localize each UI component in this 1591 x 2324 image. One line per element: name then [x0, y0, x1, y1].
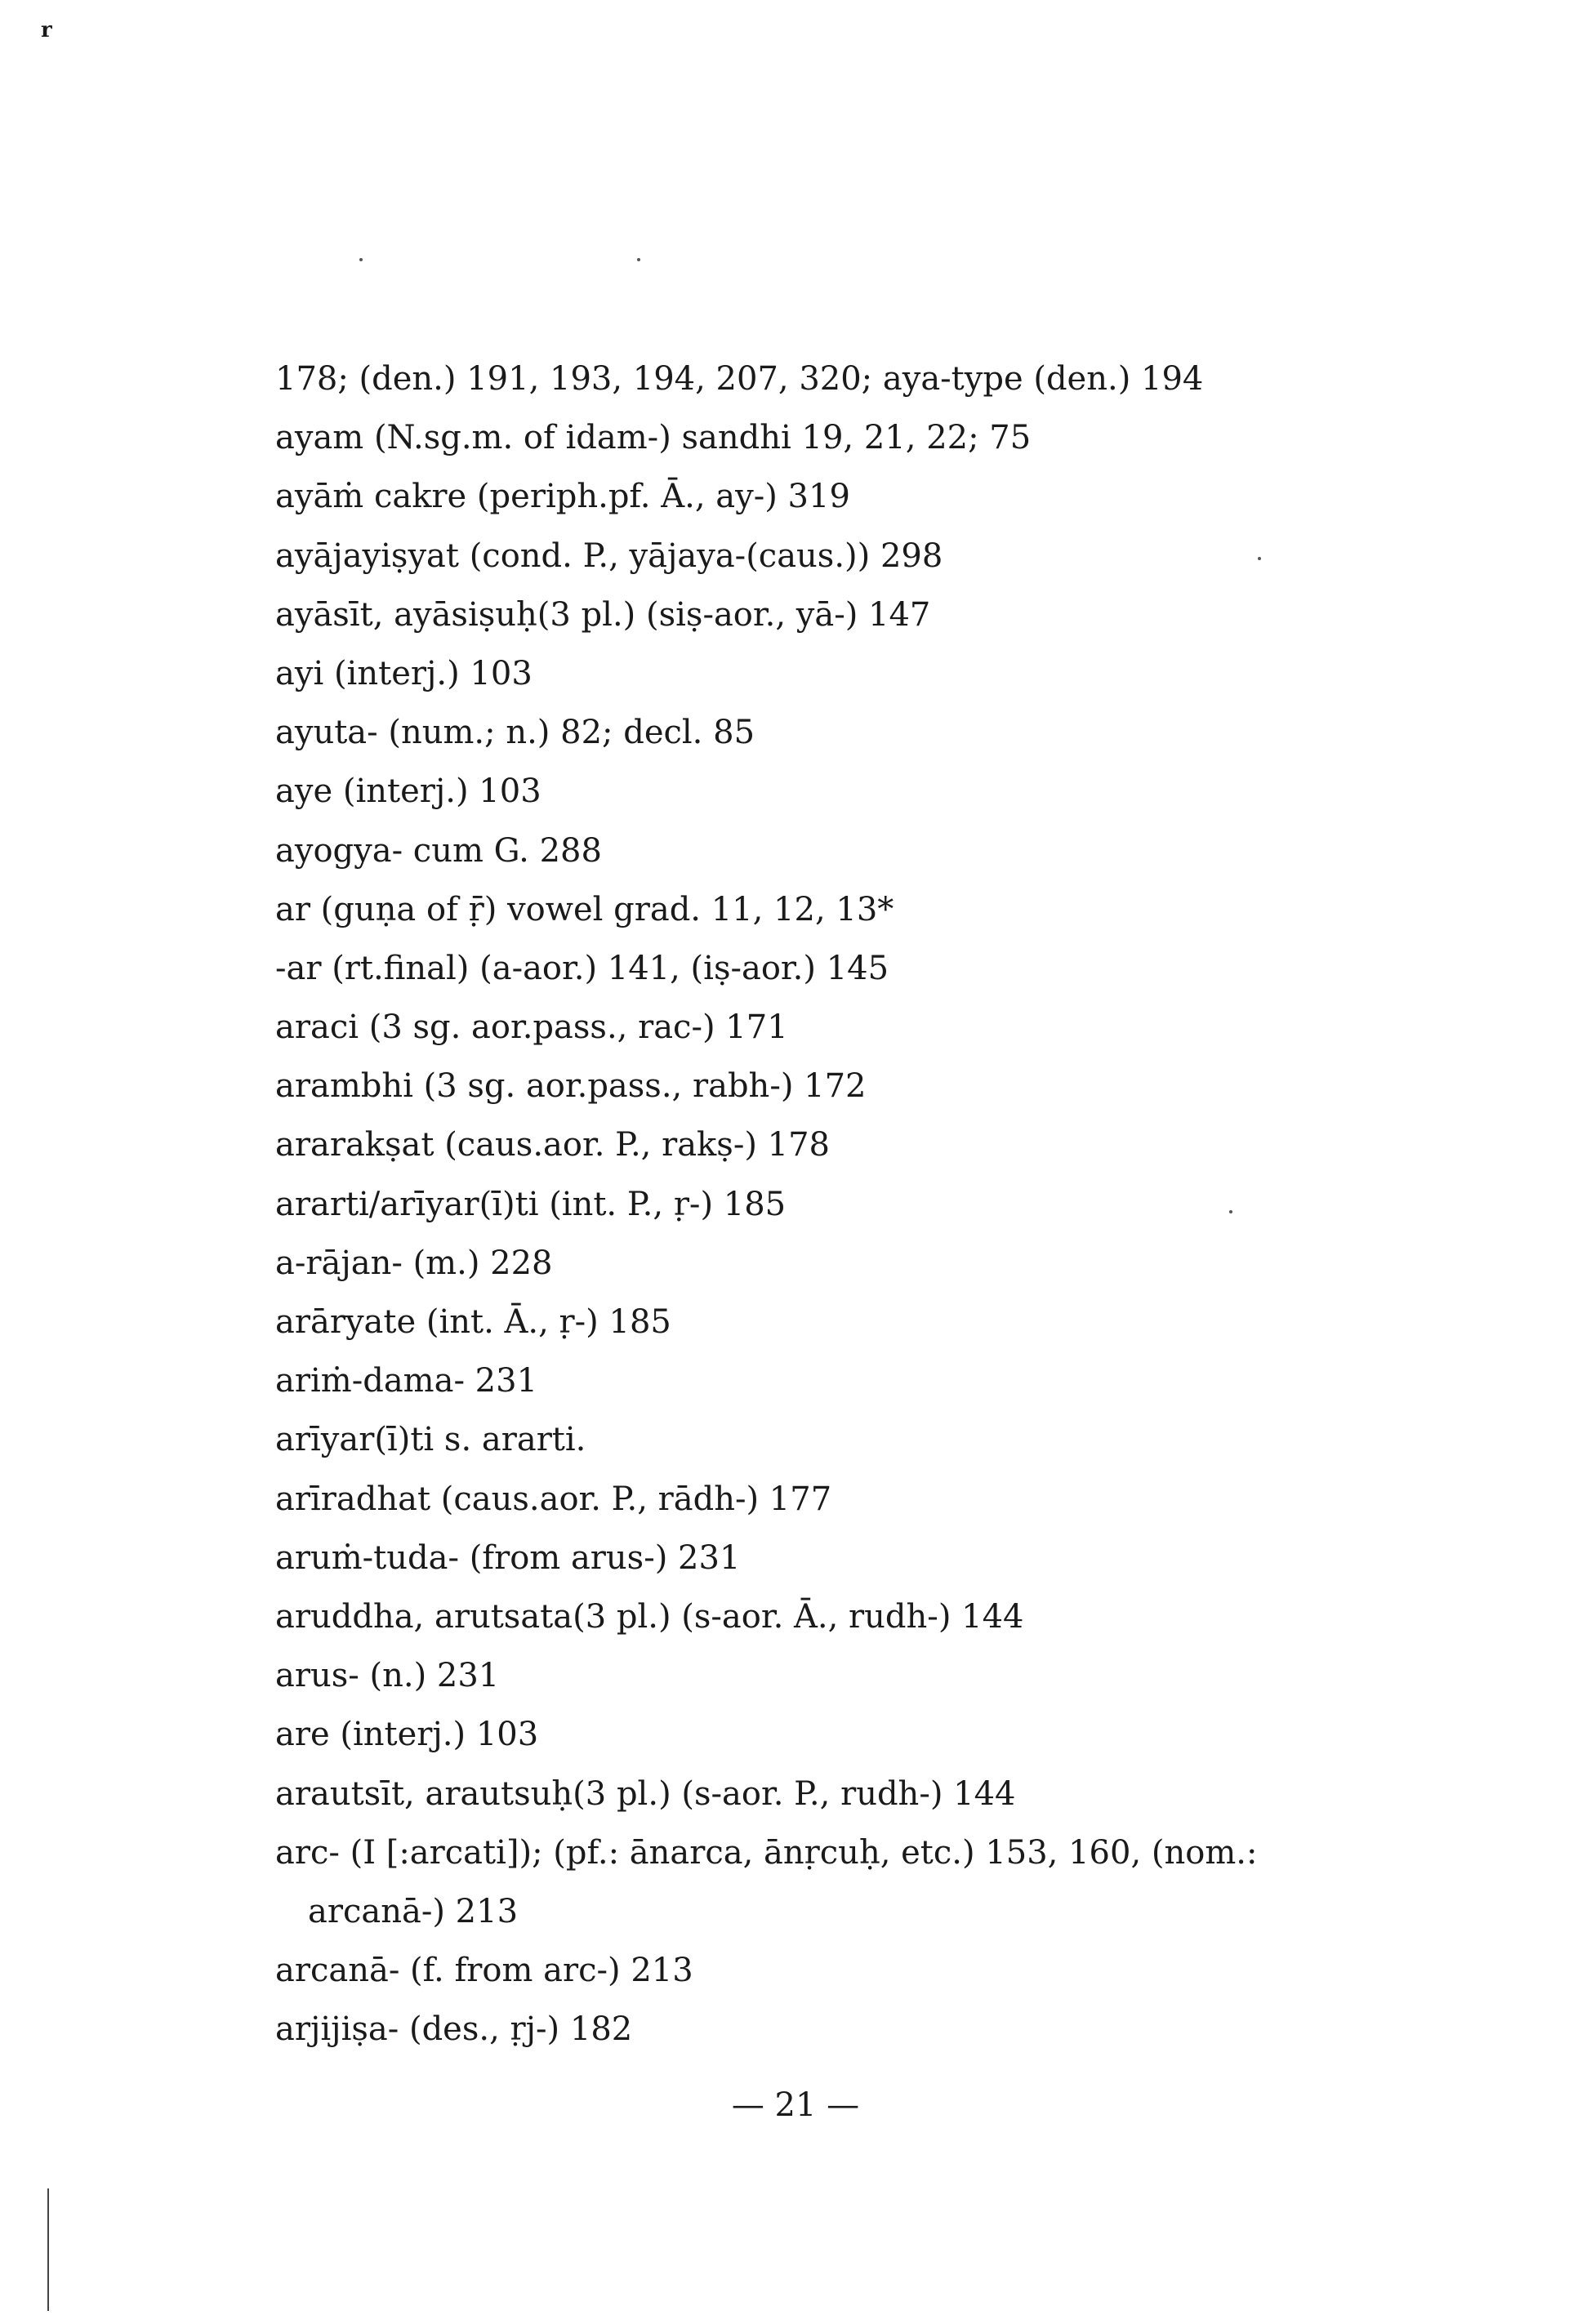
index-entry: arcanā- (f. from arc-) 213 [275, 1952, 693, 1990]
index-entries [275, 349, 1468, 2059]
index-entry: arāryate (int. Ā., ṛ-) 185 [275, 1303, 671, 1341]
scan-speck [359, 258, 363, 261]
index-entry: are (interj.) 103 [275, 1716, 539, 1754]
index-entry-continuation: arcanā-) 213 [308, 1892, 519, 1930]
index-entry: ar (guṇa of ṝ) vowel grad. 11, 12, 13* [275, 890, 894, 928]
scan-speck [637, 258, 640, 261]
index-entry: aruddha, arutsata(3 pl.) (s-aor. Ā., rudh-) 144 [275, 1597, 1024, 1636]
index-entry: ayogya- cum G. 288 [275, 831, 602, 870]
index-entry: ariṁ-dama- 231 [275, 1362, 538, 1400]
scan-margin-line [47, 2188, 49, 2311]
index-entry: ayam (N.sg.m. of idam-) sandhi 19, 21, 22; 75 [275, 419, 1032, 457]
corner-mark: r [41, 18, 52, 42]
index-entry: arc- (I [:arcati]); (pf.: ānarca, ānṛcuḥ, etc.) 153, 160, (nom.: [275, 1833, 1258, 1872]
index-entry: 178; (den.) 191, 193, 194, 207, 320; aya-type (den.) 194 [275, 360, 1204, 398]
index-entry: a-rājan- (m.) 228 [275, 1244, 553, 1282]
index-entry: ayāṁ cakre (periph.pf. Ā., ay-) 319 [275, 478, 850, 516]
index-entry: arīradhat (caus.aor. P., rādh-) 177 [275, 1480, 832, 1518]
index-entry: ayājayiṣyat (cond. P., yājaya-(caus.)) 298 [275, 536, 943, 575]
index-entry: arjijiṣa- (des., ṛj-) 182 [275, 2010, 633, 2049]
index-entry: arus- (n.) 231 [275, 1657, 500, 1695]
index-entry: -ar (rt.final) (a-aor.) 141, (iṣ-aor.) 145 [275, 949, 889, 987]
index-entry: aye (interj.) 103 [275, 772, 541, 811]
index-entry: ararakṣat (caus.aor. P., rakṣ-) 178 [275, 1126, 831, 1164]
scan-speck [1258, 557, 1261, 560]
index-entry: arīyar(ī)ti s. ararti. [275, 1421, 586, 1459]
scan-speck [1229, 1210, 1232, 1213]
index-entry: ayi (interj.) 103 [275, 654, 533, 692]
index-entry: ararti/arīyar(ī)ti (int. P., ṛ-) 185 [275, 1185, 787, 1223]
index-entry: ayuta- (num.; n.) 82; decl. 85 [275, 714, 755, 752]
index-entry: ayāsīt, ayāsiṣuḥ(3 pl.) (siṣ-aor., yā-) 147 [275, 595, 931, 634]
index-entry: arautsīt, arautsuḥ(3 pl.) (s-aor. P., rudh-) 144 [275, 1774, 1016, 1813]
index-entry: aruṁ-tuda- (from arus-) 231 [275, 1538, 741, 1577]
index-entry: arambhi (3 sg. aor.pass., rabh-) 172 [275, 1067, 867, 1106]
page-number: — 21 — [731, 2086, 860, 2124]
index-entry: araci (3 sg. aor.pass., rac-) 171 [275, 1008, 788, 1047]
